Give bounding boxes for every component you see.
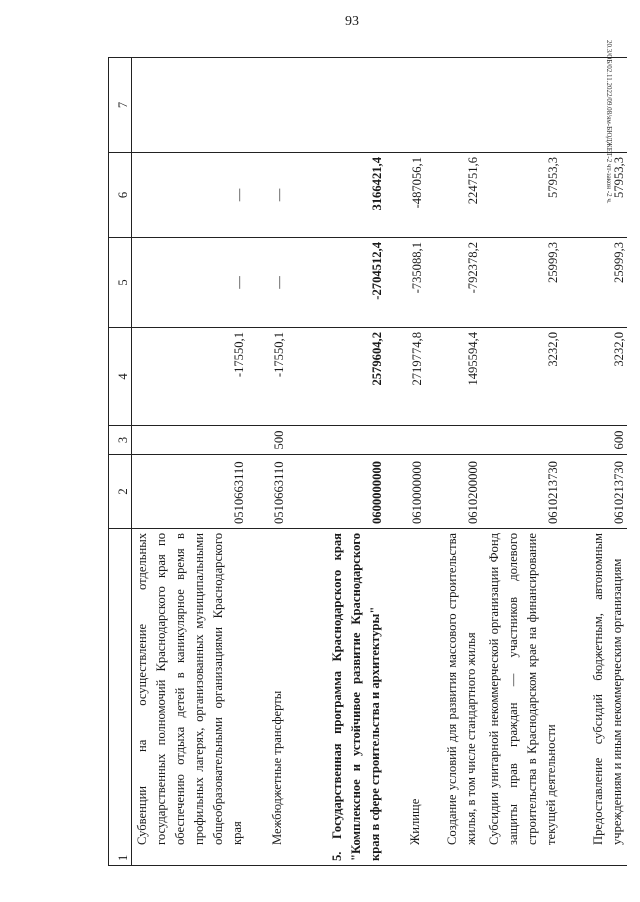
- row-value-6: -792378,2: [425, 238, 481, 328]
- row-value-6: -2704512,4: [287, 238, 385, 328]
- row-code: 0510663110: [247, 455, 287, 529]
- row-number: 5.: [329, 851, 344, 861]
- header-col-1: 1: [109, 529, 132, 866]
- row-name: Межбюджетные трансферты: [247, 529, 287, 866]
- row-value-7: 224751,6: [425, 153, 481, 238]
- row-type: 500: [247, 426, 287, 455]
- table-row: [385, 58, 425, 866]
- document-code: 20.3/OБ/02.11.2022/09.08/ям-БЮДЖЕТ-2 чт-закон -2 ч.: [605, 40, 613, 204]
- row-code: 0610213730: [481, 455, 561, 529]
- header-col-5: 5: [109, 238, 132, 328]
- row-name: Государственная программа Краснодарского края "Комплексное и устойчивое развитие Краснодарского края в сфере строительства и архитектуры": [329, 533, 382, 861]
- row-value-7: 3166421,4: [287, 153, 385, 238]
- row-name: Жилище: [385, 529, 425, 866]
- table-row: [132, 58, 247, 866]
- row-value-5: -17550,1: [132, 328, 247, 426]
- table-row: [481, 58, 561, 866]
- row-name: Предоставление субсидий бюджетным, автономным учреждениям и иным некоммерческим организациям: [561, 529, 627, 866]
- row-value-5: 3232,0: [481, 328, 561, 426]
- table-row: [561, 58, 627, 866]
- row-code: 0610000000: [385, 455, 425, 529]
- budget-table: [108, 57, 627, 866]
- row-type: 600: [561, 426, 627, 455]
- header-col-3: 3: [109, 426, 132, 455]
- row-type: [287, 426, 385, 455]
- row-code: 0610213730: [561, 455, 627, 529]
- header-col-2: 2: [109, 455, 132, 529]
- table-row: [287, 58, 385, 866]
- table-row: [425, 58, 481, 866]
- row-type: [385, 426, 425, 455]
- row-name: Создание условий для развития массового строительства жилья, в том числе стандартного жилья: [425, 529, 481, 866]
- row-type: [481, 426, 561, 455]
- row-name-program: [287, 529, 385, 866]
- row-value-6: 25999,3: [481, 238, 561, 328]
- row-value-7: 57953,3: [561, 153, 627, 238]
- row-value-6: —: [132, 238, 247, 328]
- row-name: Субсидии унитарной некоммерческой организации Фонд защиты прав граждан — участников долевого строительства в Краснодарском крае на финансирование текущей деятельности: [481, 529, 561, 866]
- header-col-4: 4: [109, 328, 132, 426]
- row-value-5: 2579604,2: [287, 328, 385, 426]
- row-type: [132, 426, 247, 455]
- page-number: 93: [345, 14, 359, 29]
- row-name: Субвенции на осуществление отдельных государственных полномочий Краснодарского края по обеспечению отдыха детей в каникулярное время в профильных лагерях, организованных муниципальными общеобразовательными организациями Краснодарского края: [132, 529, 247, 866]
- header-col-6: 6: [109, 153, 132, 238]
- row-code: 0510663110: [132, 455, 247, 529]
- row-code: 0610200000: [425, 455, 481, 529]
- row-value-5: 2719774,8: [385, 328, 425, 426]
- row-value-5: 3232,0: [561, 328, 627, 426]
- table-row: [247, 58, 287, 866]
- row-value-7: —: [247, 153, 287, 238]
- row-value-5: 1495594,4: [425, 328, 481, 426]
- row-value-7: 57953,3: [481, 153, 561, 238]
- row-value-7: -487056,1: [385, 153, 425, 238]
- row-code: 0600000000: [287, 455, 385, 529]
- row-value-6: -735088,1: [385, 238, 425, 328]
- row-value-6: —: [247, 238, 287, 328]
- row-value-7: —: [132, 153, 247, 238]
- row-value-6: 25999,3: [561, 238, 627, 328]
- header-row: [109, 58, 132, 866]
- header-col-7: 7: [109, 58, 132, 153]
- row-type: [425, 426, 481, 455]
- row-value-5: -17550,1: [247, 328, 287, 426]
